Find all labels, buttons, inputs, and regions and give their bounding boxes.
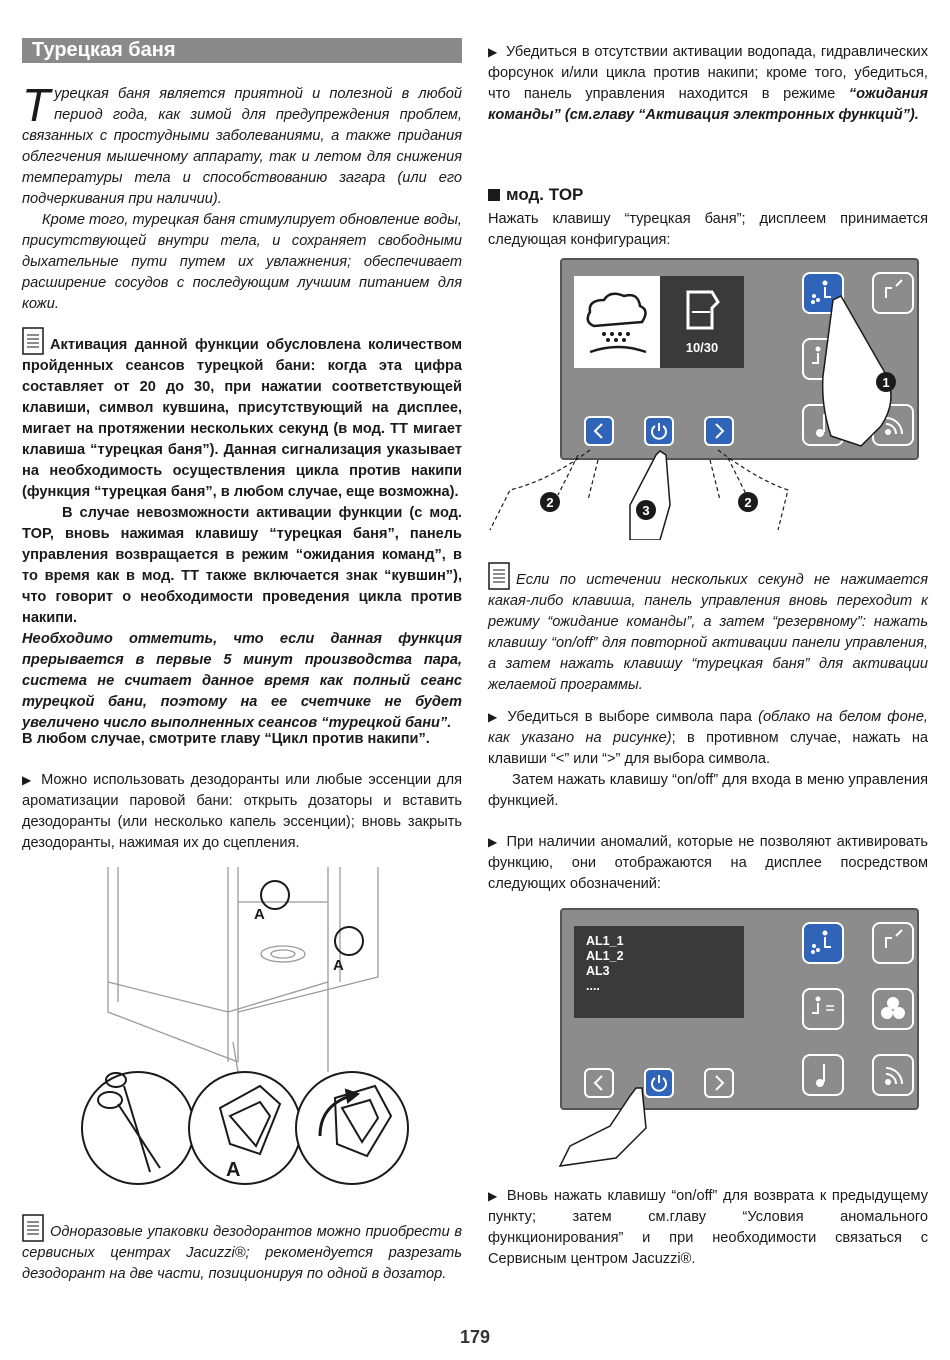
check-standby: ▶ Убедиться в отсутствии активации водопада, гидравлических форсунок и/или цикла против накипи; кроме того, убедиться, что панель управления находится в режиме “ожидания команды” (см.главу “Активация электронных функций”).	[488, 44, 928, 123]
note-icon	[22, 1214, 44, 1242]
alarm-display	[574, 926, 744, 1018]
chromotherapy-icon	[874, 990, 912, 1028]
wireless-icon	[874, 1056, 912, 1094]
note-1-paragraph-3: Необходимо отметить, что если данная функция прерывается в первые 5 минут производства пара, система не считает данное время как полный сеанс турецкой бани, поэтому на ее счетчике не будет увеличено число выполненных сеансов “турецкой бани”.	[22, 631, 462, 731]
callout-label-bottom: A	[226, 1159, 241, 1181]
callout-label-top: A	[254, 906, 265, 923]
arrow-icon: ▶	[488, 835, 499, 849]
section-title: Турецкая баня	[32, 39, 176, 61]
note-1-paragraph-1: Активация данной функции обусловлена количеством пройденных сеансов турецкой бани: когда эта цифра составляет от 20 до 30, при нажатии соответствующей клавиши, символ кувшина, присутствующий на дисплее, мигает на протяжении нескольких секунд (в мод. TT мигает клавиша “турецкая баня”). Данная сигнализация указывает на необходимость осуществления цикла против накипи (функция “турецкая баня”, в любом случае, еще возможна).	[22, 327, 462, 503]
page-number: 179	[459, 1327, 491, 1347]
hand-power-illustration	[540, 1078, 680, 1168]
note-3: Если по истечении нескольких секунд не нажимается какая-либо клавиша, панель управления вновь переходит к режиму “ожидание команды”, а затем “резервному”: нажать клавишу “on/off” для повторной активации панели управления, а затем нажать клавишу “турецкая баня” для активации желаемой программы.	[488, 562, 928, 696]
alarm-list	[586, 934, 624, 994]
dropcap: Т	[22, 79, 51, 131]
arrow-icon: ▶	[488, 710, 500, 724]
arrow-icon: ▶	[22, 773, 34, 787]
section-title-bar	[22, 38, 462, 63]
wireless-key[interactable]	[872, 1054, 914, 1096]
return-text: ▶ Вновь нажать клавишу “on/off” для возврата к предыдущему пункту; затем см.главу “Условия аномального функционирования” и при необходимости связаться с Сервисным центром Jacuzzi®.	[488, 1188, 928, 1267]
shower-key[interactable]	[872, 922, 914, 964]
select-steam: ▶ Убедиться в выборе символа пара (облако на белом фоне, как указано на рисунке); в противном случае, нажать на клавиши “<” или “>” для выбора символа. Затем нажать клавишу “on/off” для входа в меню управления функцией.	[488, 709, 928, 809]
callout-circle-right	[335, 927, 363, 955]
arrow-icon: ▶	[488, 1189, 499, 1203]
session-counter: 10/30	[685, 340, 719, 355]
turkish-bath-key[interactable]	[802, 922, 844, 964]
chevron-right-icon	[706, 1070, 732, 1096]
alarm-code: ....	[586, 979, 600, 993]
note-1	[22, 327, 462, 734]
music-key[interactable]	[802, 1054, 844, 1096]
music-note-icon	[804, 1056, 842, 1094]
note-icon	[22, 327, 44, 355]
anomaly-text: ▶ При наличии аномалий, которые не позволяют активировать функцию, они отображаются на дисплее посредством следующих обозначений:	[488, 834, 928, 892]
note-2: Одноразовые упаковки дезодорантов можно приобрести в сервисных центрах Jacuzzi®; рекомендуется разрезать дезодорант на две части, позиционируя по одной в дозатор.	[22, 1214, 462, 1285]
hydro-jets-icon	[804, 990, 842, 1028]
callout-label-right: A	[333, 957, 344, 974]
see-chapter: В любом случае, смотрите главу “Цикл против накипи”.	[22, 731, 430, 747]
deodorant-text: ▶ Можно использовать дезодоранты или любые эссенции для ароматизации паровой бани: открыть дозаторы и вставить дезодоранты (или несколько капель эссенции); вновь закрыть дезодоранты, нажимая их до сцепления.	[22, 772, 462, 851]
marker-1: 1	[882, 375, 890, 390]
model-heading: мод. TOP	[488, 184, 928, 207]
press-instruction: Нажать клавишу “турецкая баня”; дисплеем принимается следующая конфигурация:	[488, 211, 928, 248]
hands-illustration	[488, 280, 928, 540]
arrow-icon: ▶	[488, 45, 498, 59]
callout-circle-top	[261, 881, 289, 909]
alarm-code: AL3	[586, 964, 610, 978]
intro-paragraph-2: Кроме того, турецкая баня стимулирует обновление воды, присутствующей внутри тела, и сохраняет свободными дыхательные пути путем их увлажнения; обеспечивает расширение сосудов с последующим лучшим питанием для кожи.	[22, 212, 462, 312]
note-icon	[488, 562, 510, 590]
cabin-illustration	[78, 862, 418, 1072]
shower-icon	[874, 924, 912, 962]
intro-text	[22, 79, 462, 315]
marker-2-left: 2	[546, 495, 554, 510]
alarm-code: AL1_1	[586, 934, 624, 948]
deodorant-steps-illustration	[80, 1068, 415, 1188]
turkish-bath-icon	[804, 924, 842, 962]
marker-3: 3	[642, 503, 650, 518]
next-button[interactable]	[704, 1068, 734, 1098]
chromotherapy-key[interactable]	[872, 988, 914, 1030]
hydro-jets-key[interactable]	[802, 988, 844, 1030]
square-bullet-icon	[488, 189, 500, 201]
alarm-code: AL1_2	[586, 949, 624, 963]
marker-2-right: 2	[744, 495, 752, 510]
note-1-paragraph-2: В случае невозможности активации функции (с мод. TOP, вновь нажимая клавишу “турецкая баня”, панель управления возвращается в режим “ожидания команд”, в то время как в мод. TT также включается знак “кувшин”), что говорит о необходимости проведения цикла против накипи.	[22, 505, 462, 626]
intro-paragraph-1: Турецкая баня является приятной и полезной в любой период года, как зимой для предупреждения проблем, связанных с простудными заболеваниями, а также придания облегчения мышечному аппарату, так и летом для снижения температуры тела и способствованию загара (или его подчеркивания при наличии).	[22, 79, 462, 207]
